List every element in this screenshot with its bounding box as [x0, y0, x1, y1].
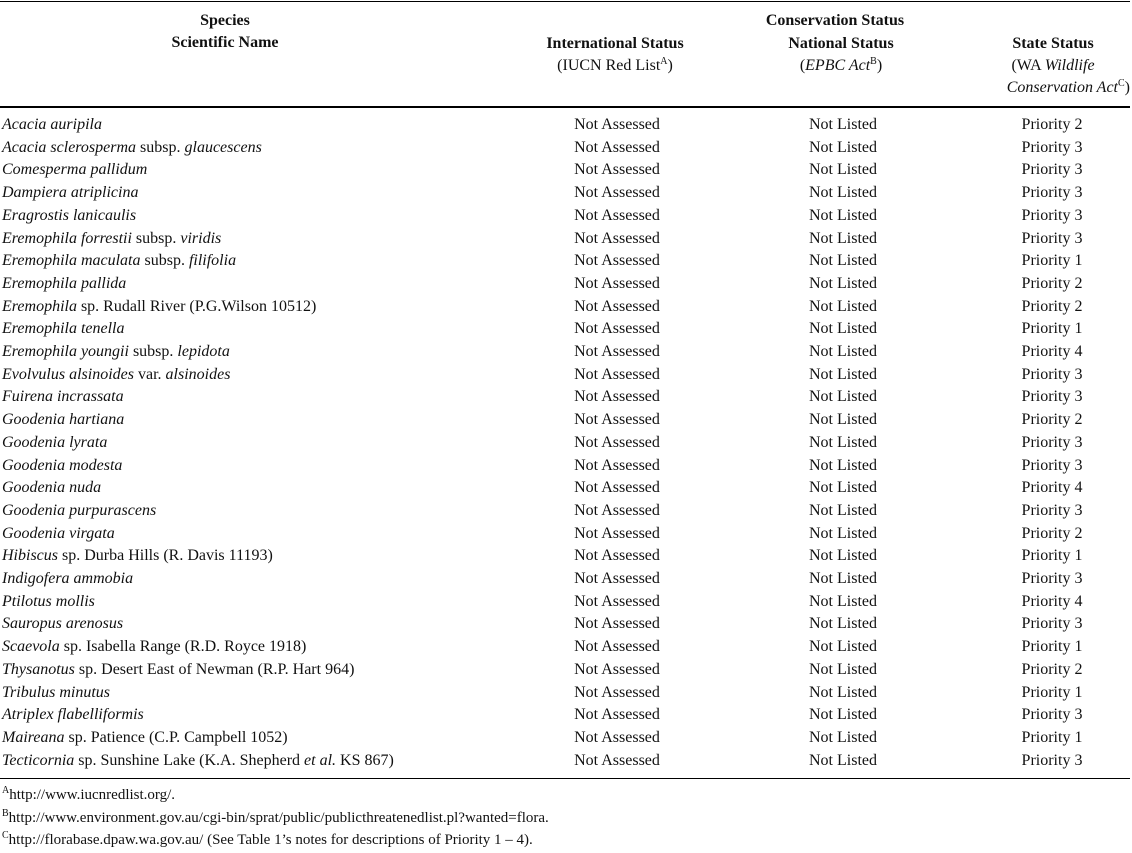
state-status-cell: Priority 4 [1021, 479, 1083, 497]
species-name-cell: Eremophila maculata subsp. filifolia [2, 252, 237, 270]
national-status-cell: Not Listed [809, 728, 877, 746]
international-status-cell: Not Assessed [574, 592, 660, 610]
table-row [0, 704, 1130, 727]
species-name-cell: Atriplex flabelliformis [2, 706, 144, 724]
species-name-cell: Goodenia hartiana [2, 411, 125, 429]
species-name-cell: Comesperma pallidum [2, 161, 148, 179]
header-rule [0, 106, 1130, 108]
national-status-cell: Not Listed [809, 751, 877, 769]
header-national-title: National Status [788, 35, 894, 52]
national-status-cell: Not Listed [809, 524, 877, 542]
state-status-cell: Priority 3 [1021, 138, 1083, 156]
international-status-cell: Not Assessed [574, 706, 660, 724]
table-row [0, 727, 1130, 750]
national-status-cell: Not Listed [809, 274, 877, 292]
national-status-cell: Not Listed [809, 116, 877, 133]
national-status-cell: Not Listed [809, 615, 877, 633]
state-status-cell: Priority 3 [1021, 570, 1083, 588]
table-row [0, 500, 1130, 523]
international-status-cell: Not Assessed [574, 161, 660, 179]
header-international-sub: (IUCN Red List$^A$) [557, 56, 673, 74]
species-name-cell: Eremophila youngii subsp. lepidota [2, 343, 230, 361]
species-name-cell: Tecticornia sp. Sunshine Lake (K.A. Shepherd et al. KS 867) [2, 751, 394, 769]
state-status-cell: Priority 3 [1021, 229, 1083, 247]
species-name-cell: Dampiera atriplicina [2, 184, 139, 202]
international-status-cell: Not Assessed [574, 728, 660, 746]
national-status-cell: Not Listed [809, 138, 877, 156]
international-status-cell: Not Assessed [574, 751, 660, 769]
international-status-cell: Not Assessed [574, 138, 660, 156]
international-status-cell: Not Assessed [574, 456, 660, 474]
state-status-cell: Priority 1 [1021, 320, 1083, 338]
table-row [0, 318, 1130, 341]
species-name-cell: Scaevola sp. Isabella Range (R.D. Royce 1918) [2, 638, 307, 656]
national-status-cell: Not Listed [809, 388, 877, 406]
header-state-sub2: Conservation Act$^C$) [1006, 78, 1130, 96]
international-status-cell: Not Assessed [574, 320, 660, 338]
state-status-cell: Priority 1 [1021, 638, 1083, 656]
national-status-cell: Not Listed [809, 206, 877, 224]
species-name-cell: Maireana sp. Patience (C.P. Campbell 1052) [2, 728, 288, 746]
international-status-cell: Not Assessed [574, 411, 660, 429]
species-name-cell: Acacia sclerosperma subsp. glaucescens [2, 138, 262, 156]
state-status-cell: Priority 3 [1021, 456, 1083, 474]
national-status-cell: Not Listed [809, 638, 877, 656]
table-row [0, 409, 1130, 432]
state-status-cell: Priority 4 [1021, 343, 1083, 361]
table-row [0, 545, 1130, 568]
international-status-cell: Not Assessed [574, 343, 660, 361]
species-name-cell: Tribulus minutus [2, 683, 111, 701]
species-name-cell: Goodenia lyrata [2, 433, 108, 451]
international-status-cell: Not Assessed [574, 252, 660, 270]
species-name-cell: Hibiscus sp. Durba Hills (R. Davis 11193) [2, 547, 273, 565]
footnote: $^C$http://florabase.dpaw.wa.gov.au/ (See Table 1’s notes for descriptions of Priority 1 – 4). [2, 830, 533, 848]
international-status-cell: Not Assessed [574, 615, 660, 633]
table-notes [2, 784, 549, 852]
species-name-cell: Eremophila tenella [2, 320, 125, 338]
header-species-line2: Scientific Name [171, 34, 279, 51]
national-status-cell: Not Listed [809, 501, 877, 519]
table-row [0, 455, 1130, 478]
national-status-cell: Not Listed [809, 161, 877, 179]
header-species [120, 10, 330, 54]
international-status-cell: Not Assessed [574, 547, 660, 565]
table-row [0, 228, 1130, 251]
national-status-cell: Not Listed [809, 343, 877, 361]
national-status-cell: Not Listed [809, 184, 877, 202]
international-status-cell: Not Assessed [574, 479, 660, 497]
national-status-cell: Not Listed [809, 229, 877, 247]
international-status-cell: Not Assessed [574, 433, 660, 451]
national-status-cell: Not Listed [809, 456, 877, 474]
table-row [0, 341, 1130, 364]
state-status-cell: Priority 3 [1021, 751, 1083, 769]
international-status-cell: Not Assessed [574, 638, 660, 656]
national-status-cell: Not Listed [809, 660, 877, 678]
species-name-cell: Eremophila sp. Rudall River (P.G.Wilson 10512) [2, 297, 317, 315]
table-row [0, 205, 1130, 228]
table-row [0, 432, 1130, 455]
species-table-body [0, 114, 1130, 772]
national-status-cell: Not Listed [809, 592, 877, 610]
international-status-cell: Not Assessed [574, 660, 660, 678]
table-row [0, 477, 1130, 500]
table-row [0, 636, 1130, 659]
state-status-cell: Priority 3 [1021, 206, 1083, 224]
international-status-cell: Not Assessed [574, 365, 660, 383]
species-name-cell: Eragrostis lanicaulis [2, 206, 137, 224]
international-status-cell: Not Assessed [574, 501, 660, 519]
species-name-cell: Indigofera ammobia [2, 570, 134, 588]
state-status-cell: Priority 2 [1021, 297, 1083, 315]
national-status-cell: Not Listed [809, 252, 877, 270]
state-status-cell: Priority 3 [1021, 615, 1083, 633]
international-status-cell: Not Assessed [574, 388, 660, 406]
state-status-cell: Priority 1 [1021, 547, 1083, 565]
international-status-cell: Not Assessed [574, 570, 660, 588]
table-row [0, 523, 1130, 546]
state-status-cell: Priority 1 [1021, 252, 1083, 270]
table-row [0, 659, 1130, 682]
state-status-cell: Priority 2 [1021, 116, 1083, 133]
table-row [0, 159, 1130, 182]
species-name-cell: Goodenia nuda [2, 479, 102, 497]
international-status-cell: Not Assessed [574, 274, 660, 292]
table-row [0, 182, 1130, 205]
national-status-cell: Not Listed [809, 320, 877, 338]
species-name-cell: Thysanotus sp. Desert East of Newman (R.P. Hart 964) [2, 660, 355, 678]
table-row [0, 296, 1130, 319]
state-status-cell: Priority 3 [1021, 706, 1083, 724]
species-name-cell: Ptilotus mollis [2, 592, 95, 610]
national-status-cell: Not Listed [809, 479, 877, 497]
table-row [0, 364, 1130, 387]
table-row [0, 250, 1130, 273]
species-name-cell: Acacia auripila [2, 116, 102, 133]
state-status-cell: Priority 3 [1021, 388, 1083, 406]
international-status-cell: Not Assessed [574, 297, 660, 315]
header-species-line1: Species [200, 12, 250, 29]
table-row [0, 613, 1130, 636]
table-row [0, 682, 1130, 705]
table-row [0, 273, 1130, 296]
species-name-cell: Goodenia purpurascens [2, 501, 157, 519]
footnote: $^A$http://www.iucnredlist.org/. [2, 785, 176, 803]
table-row [0, 386, 1130, 409]
header-international [500, 33, 730, 77]
state-status-cell: Priority 2 [1021, 274, 1083, 292]
header-national [730, 33, 952, 77]
species-name-cell: Eremophila forrestii subsp. viridis [2, 229, 222, 247]
table-row [0, 568, 1130, 591]
state-status-cell: Priority 2 [1021, 411, 1083, 429]
national-status-cell: Not Listed [809, 297, 877, 315]
species-name-cell: Fuirena incrassata [2, 388, 124, 406]
species-name-cell: Goodenia modesta [2, 456, 123, 474]
species-name-cell: Goodenia virgata [2, 524, 115, 542]
state-status-cell: Priority 2 [1021, 660, 1083, 678]
national-status-cell: Not Listed [809, 547, 877, 565]
footnote: $^B$http://www.environment.gov.au/cgi-bin/sprat/public/publicthreatenedlist.pl?wanted=flora. [2, 807, 549, 826]
national-status-cell: Not Listed [809, 433, 877, 451]
state-status-cell: Priority 3 [1021, 365, 1083, 383]
state-status-cell: Priority 3 [1021, 433, 1083, 451]
international-status-cell: Not Assessed [574, 683, 660, 701]
national-status-cell: Not Listed [809, 411, 877, 429]
table-row [0, 114, 1130, 137]
state-status-cell: Priority 1 [1021, 683, 1083, 701]
header-conservation-status: Conservation Status [765, 12, 905, 29]
table-row [0, 750, 1130, 773]
national-status-cell: Not Listed [809, 683, 877, 701]
state-status-cell: Priority 2 [1021, 524, 1083, 542]
bottom-rule [0, 778, 1130, 779]
header-international-title: International Status [546, 35, 684, 52]
national-status-cell: Not Listed [809, 570, 877, 588]
national-status-cell: Not Listed [809, 365, 877, 383]
header-state-title: State Status [1012, 35, 1094, 52]
species-name-cell: Sauropus arenosus [2, 615, 124, 633]
species-name-cell: Evolvulus alsinoides var. alsinoides [2, 365, 231, 383]
international-status-cell: Not Assessed [574, 184, 660, 202]
international-status-cell: Not Assessed [574, 229, 660, 247]
international-status-cell: Not Assessed [574, 116, 660, 133]
state-status-cell: Priority 4 [1021, 592, 1083, 610]
international-status-cell: Not Assessed [574, 524, 660, 542]
state-status-cell: Priority 3 [1021, 161, 1083, 179]
species-name-cell: Eremophila pallida [2, 274, 127, 292]
state-status-cell: Priority 3 [1021, 184, 1083, 202]
table-row [0, 591, 1130, 614]
table-row [0, 137, 1130, 160]
header-state [978, 33, 1132, 99]
state-status-cell: Priority 1 [1021, 728, 1083, 746]
header-state-sub: (WA Wildlife [1011, 57, 1095, 74]
header-national-sub: (EPBC Act$^B$) [799, 56, 883, 74]
top-rule [0, 1, 1130, 2]
national-status-cell: Not Listed [809, 706, 877, 724]
state-status-cell: Priority 3 [1021, 501, 1083, 519]
international-status-cell: Not Assessed [574, 206, 660, 224]
